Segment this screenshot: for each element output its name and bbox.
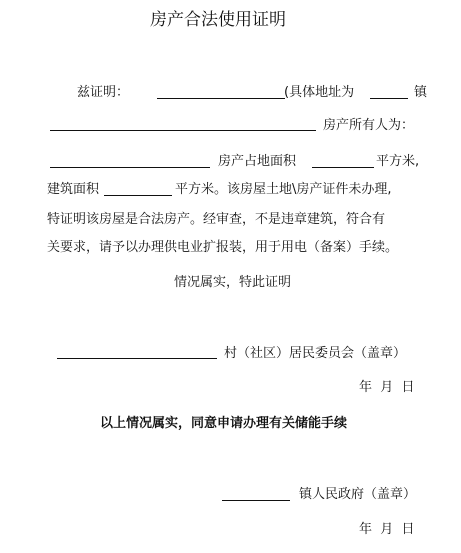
- owner-blank: [50, 130, 316, 131]
- town-blank: [222, 500, 290, 501]
- page-title: 房产合法使用证明: [150, 10, 286, 30]
- government-date: 年 月 日: [359, 522, 415, 537]
- approval-statement: 以上情况属实，同意申请办理有关储能手续: [100, 416, 348, 431]
- statement-text: 情况属实，特此证明: [174, 275, 292, 290]
- name-blank: [157, 98, 285, 99]
- body-line-5: 特证明该房屋是合法房产。经审查，不是违章建筑，符合有: [47, 212, 386, 227]
- building-area-blank: [104, 195, 172, 196]
- committee-date: 年 月 日: [359, 380, 415, 395]
- committee-seal-label: 村（社区）居民委员会（盖章）: [224, 346, 407, 361]
- land-blank: [50, 167, 210, 168]
- land-area-blank: [312, 167, 374, 168]
- land-area-unit: 平方米,: [376, 154, 420, 169]
- village-blank: [57, 358, 217, 359]
- government-seal-label: 镇人民政府（盖章）: [299, 487, 417, 502]
- building-area-unit: 平方米。该房屋土地\房产证件未办理,: [175, 182, 392, 197]
- town-label: 镇: [414, 85, 428, 100]
- body-line-6: 关要求，请予以办理供电业扩报装，用于用电（备案）手续。: [47, 240, 399, 255]
- address-blank: [370, 98, 408, 99]
- certify-prefix: 兹证明：: [77, 85, 130, 100]
- building-area-label: 建筑面积: [47, 182, 100, 197]
- address-label: (具体地址为: [284, 85, 355, 100]
- owner-label: 房产所有人为：: [323, 118, 415, 133]
- land-area-label: 房产占地面积: [218, 154, 297, 169]
